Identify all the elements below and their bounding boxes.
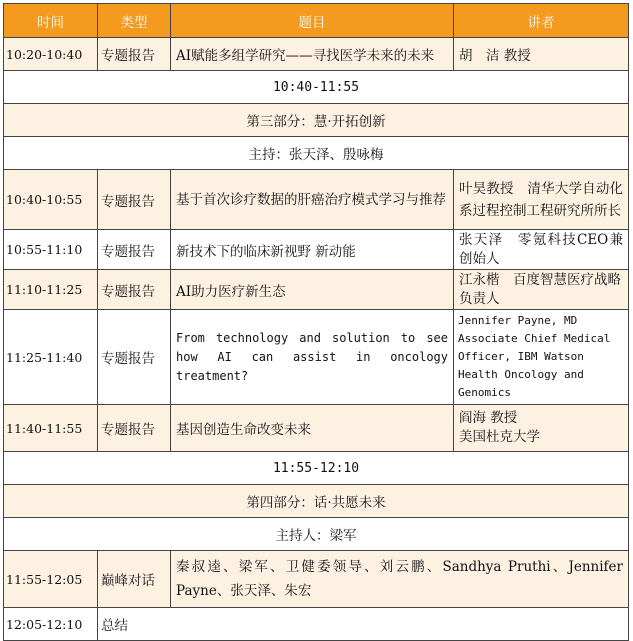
table-row xyxy=(4,551,629,608)
break-row xyxy=(4,452,629,485)
break-time: 10:40-11:55 xyxy=(4,71,629,104)
row-topic: AI赋能多组学研究——寻找医学未来的未来 xyxy=(171,38,454,71)
speaker-name: 阎海 教授 xyxy=(459,410,518,426)
row-time: 11:10-11:25 xyxy=(4,270,98,310)
row-topic: 秦叔逵、梁军、卫健委领导、刘云鹏、Sandhya Pruthi、Jennifer Payne、张天泽、朱宏 xyxy=(171,551,629,608)
row-topic: 基于首次诊疗数据的肝癌治疗模式学习与推荐 xyxy=(171,170,454,230)
row-type: 专题报告 xyxy=(98,170,171,230)
row-speaker: 张天泽 零氪科技CEO兼创始人 xyxy=(454,230,629,270)
section-title: 第三部分：慧·开拓创新 xyxy=(4,104,629,137)
header-time: 时间 xyxy=(4,4,98,38)
header-row xyxy=(4,4,629,38)
row-time: 10:20-10:40 xyxy=(4,38,98,71)
table-row xyxy=(4,310,629,405)
schedule-table-wrapper xyxy=(3,3,628,641)
break-row xyxy=(4,71,629,104)
row-speaker xyxy=(454,405,629,452)
table-row xyxy=(4,38,629,71)
speaker-affiliation: 美国杜克大学 xyxy=(459,429,540,445)
header-topic: 题目 xyxy=(171,4,454,38)
row-topic: From technology and solution to see how AI can assist in oncology treatment? xyxy=(171,310,454,405)
section-title: 第四部分：话·共愿未来 xyxy=(4,485,629,518)
table-row xyxy=(4,608,629,641)
row-type: 专题报告 xyxy=(98,230,171,270)
row-type: 总结 xyxy=(98,608,629,641)
row-type: 专题报告 xyxy=(98,310,171,405)
table-row xyxy=(4,230,629,270)
section-row xyxy=(4,104,629,137)
row-time: 11:40-11:55 xyxy=(4,405,98,452)
row-time: 10:40-10:55 xyxy=(4,170,98,230)
row-type: 专题报告 xyxy=(98,38,171,71)
table-row xyxy=(4,405,629,452)
row-time: 10:55-11:10 xyxy=(4,230,98,270)
row-time: 11:25-11:40 xyxy=(4,310,98,405)
row-topic: 新技术下的临床新视野 新动能 xyxy=(171,230,454,270)
host-row xyxy=(4,137,629,170)
schedule-table xyxy=(3,3,629,641)
row-speaker: 江永楷 百度智慧医疗战略负责人 xyxy=(454,270,629,310)
row-topic: 基因创造生命改变未来 xyxy=(171,405,454,452)
host-row xyxy=(4,518,629,551)
row-speaker: 叶昊教授 清华大学自动化系过程控制工程研究所所长 xyxy=(454,170,629,230)
section-row xyxy=(4,485,629,518)
row-time: 11:55-12:05 xyxy=(4,551,98,608)
host-label: 主持：张天泽、殷咏梅 xyxy=(4,137,629,170)
row-speaker: Jennifer Payne, MD Associate Chief Medical Officer, IBM Watson Health Oncology and Genomics xyxy=(454,310,629,405)
row-time: 12:05-12:10 xyxy=(4,608,98,641)
header-speaker: 讲者 xyxy=(454,4,629,38)
row-type: 专题报告 xyxy=(98,405,171,452)
header-type: 类型 xyxy=(98,4,171,38)
row-type: 巅峰对话 xyxy=(98,551,171,608)
host-label: 主持人：梁军 xyxy=(4,518,629,551)
table-row xyxy=(4,170,629,230)
row-topic: AI助力医疗新生态 xyxy=(171,270,454,310)
break-time: 11:55-12:10 xyxy=(4,452,629,485)
row-speaker: 胡 洁 教授 xyxy=(454,38,629,71)
row-type: 专题报告 xyxy=(98,270,171,310)
table-row xyxy=(4,270,629,310)
